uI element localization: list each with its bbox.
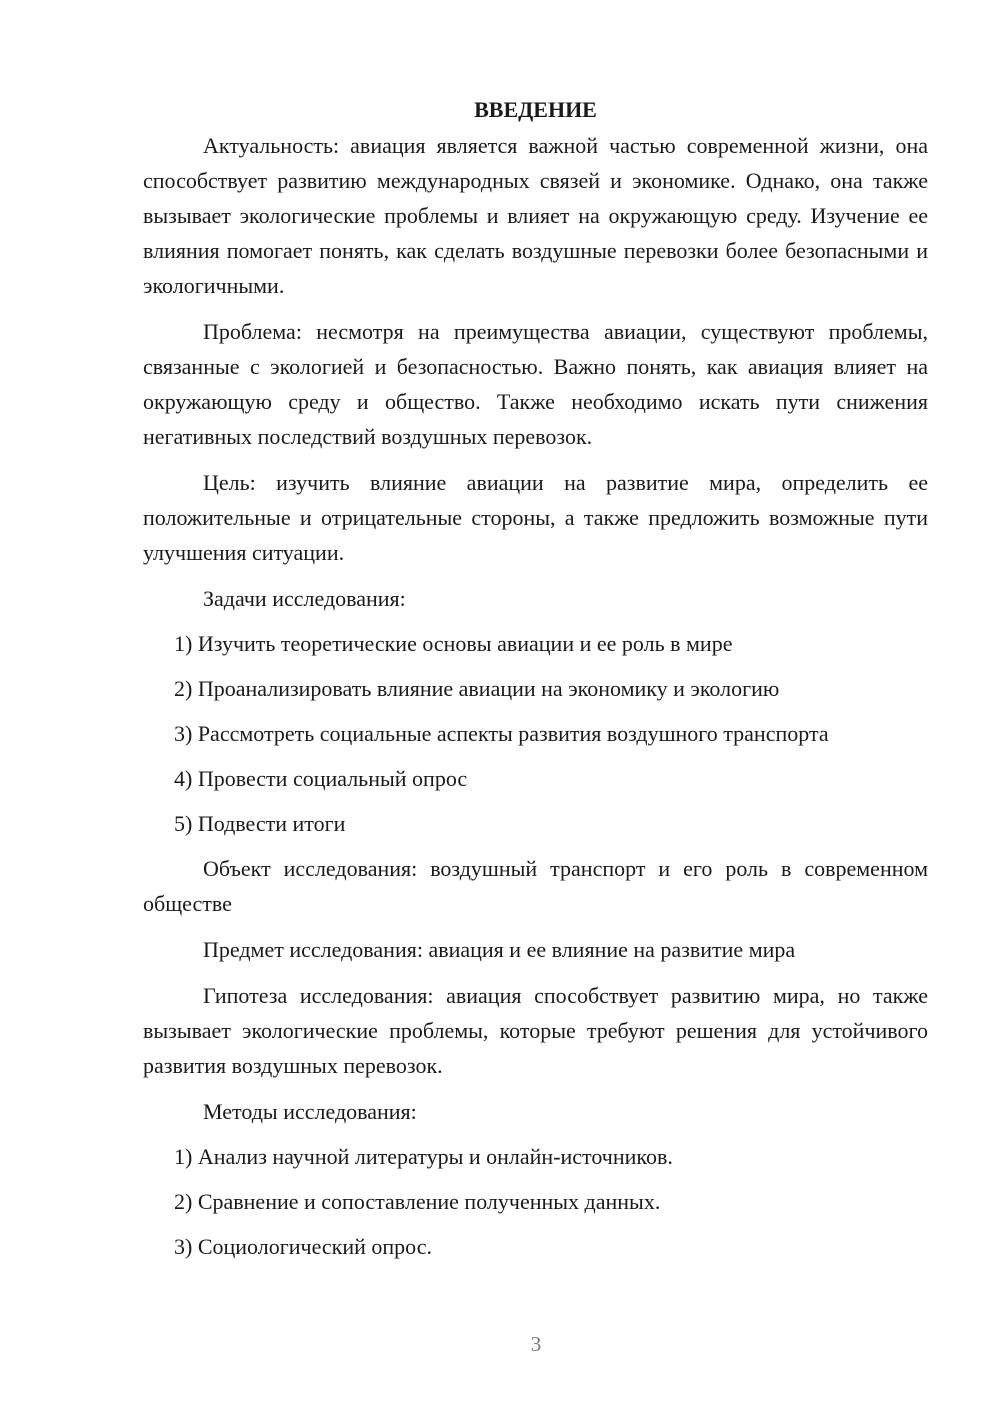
page-title: ВВЕДЕНИЕ: [474, 97, 597, 122]
object-paragraph: Объект исследования: воздушный транспорт и его роль в современном обществе: [143, 856, 928, 916]
list-item: 2) Проанализировать влияние авиации на экономику и экологию: [174, 676, 780, 701]
methods-list: [143, 1139, 928, 1264]
list-item: 4) Провести социальный опрос: [174, 766, 468, 791]
document-page: [143, 92, 928, 1274]
subject-paragraph: Предмет исследования: авиация и ее влияние на развитие мира: [203, 937, 796, 962]
tasks-heading: Задачи исследования:: [203, 586, 406, 611]
goal-paragraph: Цель: изучить влияние авиации на развитие мира, определить ее положительные и отрицательные стороны, а также предложить возможные пути улучшения ситуации.: [143, 470, 928, 565]
relevance-paragraph: Актуальность: авиация является важной частью современной жизни, она способствует развитию международных связей и экономике. Однако, она также вызывает экологические проблемы и влияет на окружающую среду. Изучение ее влияния помогает понять, как сделать воздушные перевозки более безопасными и экологичными.: [143, 133, 928, 298]
list-item: 1) Анализ научной литературы и онлайн-источников.: [174, 1144, 673, 1169]
hypothesis-paragraph: Гипотеза исследования: авиация способствует развитию мира, но также вызывает экологические проблемы, которые требуют решения для устойчивого развития воздушных перевозок.: [143, 983, 928, 1078]
list-item: 3) Рассмотреть социальные аспекты развития воздушного транспорта: [174, 721, 829, 746]
tasks-list: [143, 626, 928, 841]
page-number: 3: [530, 1332, 542, 1356]
list-item: 1) Изучить теоретические основы авиации и ее роль в мире: [174, 631, 733, 656]
list-item: 2) Сравнение и сопоставление полученных данных.: [174, 1189, 661, 1214]
list-item: 3) Социологический опрос.: [174, 1234, 432, 1259]
list-item: 5) Подвести итоги: [174, 811, 346, 836]
methods-heading: Методы исследования:: [203, 1099, 417, 1124]
problem-paragraph: Проблема: несмотря на преимущества авиации, существуют проблемы, связанные с экологией и безопасностью. Важно понять, как авиация влияет на окружающую среду и общество. Также необходимо искать пути снижения негативных последствий воздушных перевозок.: [143, 319, 928, 449]
